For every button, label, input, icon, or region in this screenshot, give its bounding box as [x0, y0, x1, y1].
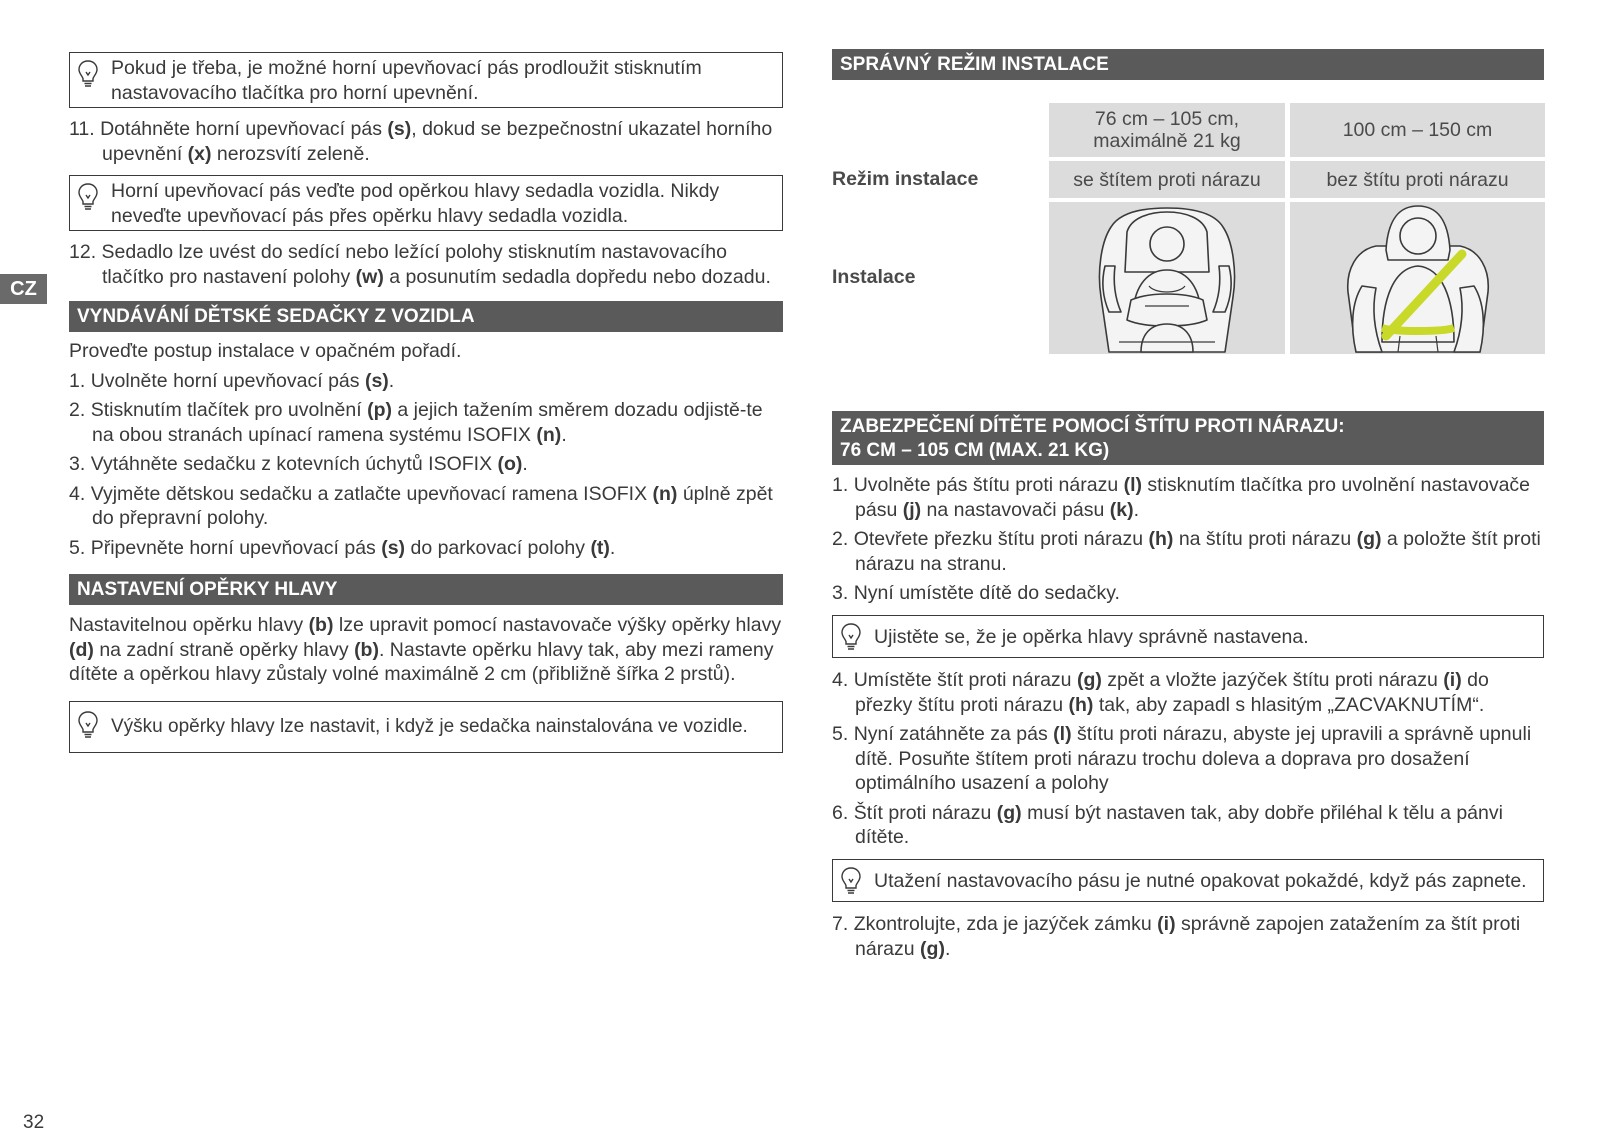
table-row-label: Instalace [832, 266, 916, 288]
paragraph: Proveďte postup instalace v opačném pořadí. [69, 340, 462, 362]
tip-text: Utažení nastavovacího pásu je nutné opakovat pokaždé, když pás zapnete. [874, 869, 1527, 892]
list-item: 3. Nyní umístěte dítě do sedačky. [832, 582, 1120, 604]
list-item: 2. Otevřete přezku štítu proti nárazu (h) na štítu proti nárazu (g) a položte štít proti nárazu na stranu. [832, 528, 1541, 575]
lightbulb-icon [840, 866, 862, 896]
tip-text: Výšku opěrky hlavy lze nastavit, i když je sedačka nainstalována ve vozidle. [111, 715, 748, 737]
left-column [69, 48, 783, 753]
paragraph: Nastavitelnou opěrku hlavy (b) lze upravit pomocí nastavovače výšky opěrky hlavy (d) na zadní straně opěrky hlavy (b). Nastavte opěrku hlavy tak, aby mezi rameny dítěte a opěrkou hlavy zůstaly volné maximálně 2 cm (přibližně šířka 2 prstů). [69, 614, 782, 685]
tip-text: Pokud je třeba, je možné horní upevňovací pás prodloužit stisknutím nastavovacího tlačítka pro horní upevnění. [111, 57, 702, 104]
table-row-label: Režim instalace [832, 168, 979, 190]
child-seat-shield-image [1049, 202, 1285, 354]
list-item: 1. Uvolněte horní upevňovací pás (s). [69, 369, 395, 392]
list-item: 5. Nyní zatáhněte za pás (l) štítu proti nárazu, abyste jej upravili a správně upnuli dítě. Posuňte štítem proti nárazu trochu doleva a doprava pro dosažení optimálního usazení a polohy [832, 723, 1532, 794]
section-heading: NASTAVENÍ OPĚRKY HLAVY [69, 574, 783, 605]
tip-box [832, 859, 1544, 903]
seat-with-shield-illustration [1049, 202, 1285, 354]
list-item: 7. Zkontrolujte, zda je jazýček zámku (i) správně zapojen zatažením za štít proti nárazu (g). [832, 913, 1521, 960]
table-cell: se štítem proti nárazu [1049, 161, 1285, 198]
lightbulb-icon [77, 710, 99, 740]
language-tab: CZ [0, 274, 47, 304]
list-item: 1. Uvolněte pás štítu proti nárazu (l) stisknutím tlačítka pro uvolnění nastavovače pásu (j) na nastavovači pásu (k). [832, 474, 1531, 521]
installation-mode-table [832, 80, 1544, 380]
list-item: 11. Dotáhněte horní upevňovací pás (s), dokud se bezpečnostní ukazatel horního upevnění (x) nerozsvítí zeleně. [69, 118, 773, 165]
tip-box [69, 701, 783, 754]
lightbulb-icon [840, 622, 862, 652]
list-item: 5. Připevněte horní upevňovací pás (s) do parkovací polohy (t). [69, 536, 616, 559]
table-header-cell: 100 cm – 150 cm [1290, 103, 1545, 157]
tip-box [69, 175, 783, 231]
list-item: 2. Stisknutím tlačítek pro uvolnění (p) a jejich tažením směrem dozadu odjistě-te na obou stranách upínací ramena systému ISOFIX (n). [69, 399, 763, 446]
seat-without-shield-illustration [1290, 202, 1545, 354]
page-number: 32 [23, 1112, 45, 1133]
tip-text: Ujistěte se, že je opěrka hlavy správně nastavena. [874, 625, 1309, 648]
section-heading: ZABEZPEČENÍ DÍTĚTE POMOCÍ ŠTÍTU PROTI NÁRAZU: 76 CM – 105 CM (MAX. 21 KG) [832, 411, 1544, 465]
list-item: 12. Sedadlo lze uvést do sedící nebo ležící polohy stisknutím nastavovacího tlačítko pro nastavení polohy (w) a posunutím sedadla dopředu nebo dozadu. [69, 241, 771, 288]
section-heading: SPRÁVNÝ REŽIM INSTALACE [832, 49, 1544, 80]
lightbulb-icon [77, 182, 99, 212]
lightbulb-icon [77, 59, 99, 89]
list-item: 4. Umístěte štít proti nárazu (g) zpět a vložte jazýček štítu proti nárazu (i) do přezky štítu proti nárazu (h) tak, aby zapadl s hlasitým „ZACVAKNUTÍM“. [832, 669, 1489, 716]
table-header-cell: 76 cm – 105 cm, maximálně 21 kg [1049, 103, 1285, 157]
list-item: 6. Štít proti nárazu (g) musí být nastaven tak, aby dobře přiléhal k tělu a pánvi dítěte. [832, 801, 1503, 848]
right-column [832, 48, 1544, 961]
child-seat-belt-image [1290, 202, 1545, 354]
list-item: 3. Vytáhněte sedačku z kotevních úchytů ISOFIX (o). [69, 453, 528, 475]
tip-text: Horní upevňovací pás veďte pod opěrkou hlavy sedadla vozidla. Nikdy neveďte upevňovací pás přes opěrku hlavy sedadla vozidla. [111, 180, 720, 227]
tip-box [69, 52, 783, 108]
table-cell: bez štítu proti nárazu [1290, 161, 1545, 198]
list-item: 4. Vyjměte dětskou sedačku a zatlačte upevňovací ramena ISOFIX (n) úplně zpět do přepravní polohy. [69, 482, 773, 529]
tip-box [832, 615, 1544, 659]
section-heading: VYNDÁVÁNÍ DĚTSKÉ SEDAČKY Z VOZIDLA [69, 301, 783, 332]
